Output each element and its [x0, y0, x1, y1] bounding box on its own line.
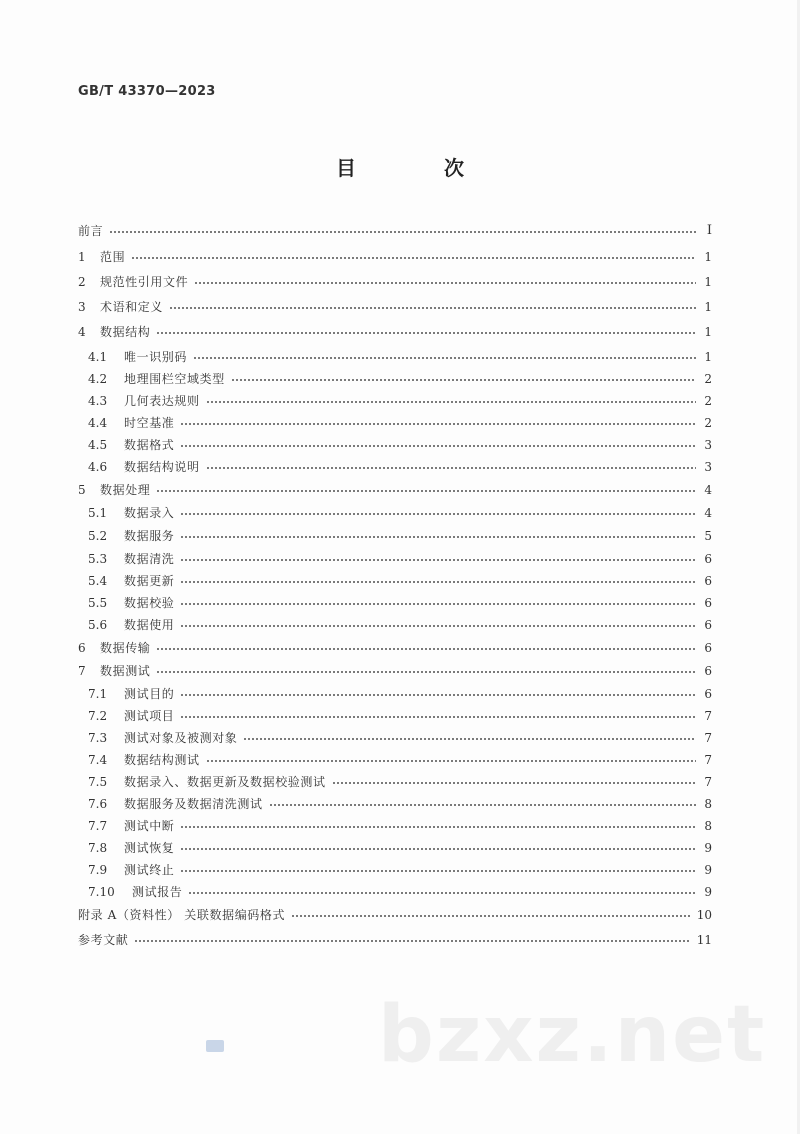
toc-entry[interactable] — [78, 344, 712, 364]
toc-entry-page: 5 — [704, 529, 712, 543]
toc-entry-page: I — [706, 223, 712, 238]
dot-leader — [180, 847, 696, 851]
toc-entry-page: 6 — [704, 574, 712, 588]
toc-entry[interactable] — [78, 681, 712, 701]
toc-entry-label: 数据结构说明 — [124, 460, 200, 474]
toc-entry-label: 数据服务 — [124, 529, 175, 543]
dot-leader — [156, 489, 696, 493]
toc-entry-label: 数据校验 — [124, 596, 175, 610]
dot-leader — [291, 914, 691, 918]
dot-leader — [231, 378, 696, 382]
toc-entry-number: 7.5 — [88, 775, 108, 789]
toc-entry-number: 7.10 — [88, 885, 115, 899]
toc-entry-number: 5.4 — [88, 574, 108, 588]
toc-entry[interactable] — [78, 612, 712, 632]
toc-entry[interactable] — [78, 635, 712, 655]
dot-leader — [206, 759, 696, 763]
toc-entry-label: 地理围栏空域类型 — [124, 372, 225, 386]
toc-entry-number: 4.2 — [88, 372, 108, 386]
toc-entry-page: 3 — [704, 438, 712, 452]
toc-entry[interactable] — [78, 813, 712, 833]
toc-entry-page: 10 — [696, 908, 712, 922]
dot-leader — [180, 512, 696, 516]
toc-entry-page: 8 — [704, 819, 712, 833]
toc-entry[interactable] — [78, 879, 712, 899]
toc-entry[interactable] — [78, 432, 712, 452]
dot-leader — [243, 737, 696, 741]
toc-entry-number: 5.2 — [88, 529, 108, 543]
toc-entry-number: 4.6 — [88, 460, 108, 474]
toc-entry-number: 7.7 — [88, 819, 108, 833]
toc-entry-number: 7.2 — [88, 709, 108, 723]
toc-entry-number: 4.4 — [88, 416, 108, 430]
toc-entry[interactable] — [78, 477, 712, 497]
toc-entry-page: 9 — [704, 841, 712, 855]
toc-entry-label: 附录 A（资料性） 关联数据编码格式 — [78, 908, 286, 922]
toc-entry[interactable] — [78, 388, 712, 408]
toc-entry-page: 9 — [704, 885, 712, 899]
toc-entry-page: 4 — [704, 483, 712, 497]
toc-entry-number: 5 — [78, 483, 86, 497]
toc-entry-label: 唯一识别码 — [124, 350, 188, 364]
dot-leader — [109, 230, 696, 234]
toc-entry-label: 范围 — [100, 250, 126, 264]
toc-entry-label: 数据测试 — [100, 664, 151, 678]
toc-entry-label: 测试对象及被测对象 — [124, 731, 238, 745]
toc-entry-label: 规范性引用文件 — [100, 275, 189, 289]
toc-entry-page: 6 — [704, 552, 712, 566]
toc-entry-number: 1 — [78, 250, 86, 264]
dot-leader — [180, 535, 696, 539]
dot-leader — [180, 558, 696, 562]
toc-entry-label: 前言 — [78, 224, 104, 238]
toc-entry[interactable] — [78, 500, 712, 520]
toc-entry-page: 2 — [704, 394, 712, 408]
dot-leader — [206, 400, 696, 404]
dot-leader — [332, 781, 696, 785]
toc-entry-page: 4 — [704, 506, 712, 520]
toc-entry-number: 6 — [78, 641, 86, 655]
toc-entry-page: 3 — [704, 460, 712, 474]
toc-entry-label: 测试恢复 — [124, 841, 175, 855]
toc-entry-label: 数据传输 — [100, 641, 151, 655]
toc-entry[interactable] — [78, 835, 712, 855]
toc-entry[interactable] — [78, 725, 712, 745]
toc-entry-page: 6 — [704, 641, 712, 655]
toc-entry-label: 数据处理 — [100, 483, 151, 497]
toc-entry-number: 4.1 — [88, 350, 108, 364]
toc-entry-page: 7 — [704, 731, 712, 745]
toc-entry-number: 5.6 — [88, 618, 108, 632]
toc-entry-label: 测试报告 — [132, 885, 183, 899]
dot-leader — [193, 356, 696, 360]
dot-leader — [194, 281, 696, 285]
dot-leader — [156, 670, 696, 674]
toc-entry[interactable] — [78, 410, 712, 430]
toc-entry-number: 7.4 — [88, 753, 108, 767]
toc-entry-page: 11 — [696, 933, 712, 947]
toc-entry[interactable] — [78, 927, 712, 947]
toc-entry-number: 5.3 — [88, 552, 108, 566]
toc-entry-number: 5.5 — [88, 596, 108, 610]
dot-leader — [180, 580, 696, 584]
toc-entry-number: 4.3 — [88, 394, 108, 408]
toc-entry-number: 7.6 — [88, 797, 108, 811]
toc-entry-label: 数据使用 — [124, 618, 175, 632]
dot-leader — [156, 331, 696, 335]
toc-entry-page: 8 — [704, 797, 712, 811]
toc-entry-label: 数据录入、数据更新及数据校验测试 — [124, 775, 326, 789]
toc-entry-page: 9 — [704, 863, 712, 877]
toc-entry-label: 数据录入 — [124, 506, 175, 520]
toc-entry-page: 1 — [704, 350, 712, 364]
dot-leader — [180, 624, 696, 628]
toc-entry-page: 6 — [704, 664, 712, 678]
toc-entry-number: 7.8 — [88, 841, 108, 855]
toc-entry-number: 3 — [78, 300, 86, 314]
toc-entry[interactable] — [78, 218, 712, 238]
dot-leader — [269, 803, 696, 807]
toc-entry-page: 1 — [704, 275, 712, 289]
dot-leader — [180, 422, 696, 426]
toc-entry-page: 7 — [704, 709, 712, 723]
dot-leader — [180, 444, 696, 448]
toc-entry-number: 7.9 — [88, 863, 108, 877]
toc-entry[interactable] — [78, 546, 712, 566]
toc-entry-label: 术语和定义 — [100, 300, 164, 314]
toc-entry[interactable] — [78, 658, 712, 678]
toc-entry[interactable] — [78, 319, 712, 339]
toc-entry[interactable] — [78, 523, 712, 543]
toc-entry-label: 数据格式 — [124, 438, 175, 452]
toc-entry[interactable] — [78, 857, 712, 877]
toc-entry-page: 6 — [704, 596, 712, 610]
toc-entry-label: 数据清洗 — [124, 552, 175, 566]
dot-leader — [180, 693, 696, 697]
toc-entry[interactable] — [78, 294, 712, 314]
toc-entry[interactable] — [78, 703, 712, 723]
toc-entry-label: 测试终止 — [124, 863, 175, 877]
dot-leader — [156, 647, 696, 651]
toc-entry-page: 6 — [704, 618, 712, 632]
watermark: bzxz.net — [378, 990, 767, 1080]
toc-entry-page: 2 — [704, 416, 712, 430]
dot-leader — [188, 891, 696, 895]
toc-entry-number: 2 — [78, 275, 86, 289]
toc-entry-number: 7.1 — [88, 687, 108, 701]
dot-leader — [134, 939, 690, 943]
toc-entry-label: 测试项目 — [124, 709, 175, 723]
toc-entry-label: 测试目的 — [124, 687, 175, 701]
toc-entry-number: 4 — [78, 325, 86, 339]
toc-entry-label: 数据更新 — [124, 574, 175, 588]
toc-entry-label: 几何表达规则 — [124, 394, 200, 408]
toc-entry-number: 4.5 — [88, 438, 108, 452]
toc-entry-page: 6 — [704, 687, 712, 701]
dot-leader — [180, 825, 696, 829]
toc-entry-number: 7.3 — [88, 731, 108, 745]
toc-entry-number: 5.1 — [88, 506, 108, 520]
toc-entry-label: 数据结构 — [100, 325, 151, 339]
toc-entry-label: 测试中断 — [124, 819, 175, 833]
toc-entry[interactable] — [78, 269, 712, 289]
dot-leader — [169, 306, 696, 310]
toc-entry-label: 时空基准 — [124, 416, 175, 430]
toc-entry[interactable] — [78, 454, 712, 474]
toc-entry-number: 7 — [78, 664, 86, 678]
standard-code: GB/T 43370—2023 — [78, 84, 216, 99]
dot-leader — [180, 715, 696, 719]
toc-entry-page: 2 — [704, 372, 712, 386]
toc-entry[interactable] — [78, 366, 712, 386]
toc-entry[interactable] — [78, 791, 712, 811]
dot-leader — [206, 466, 696, 470]
publisher-logo-icon — [206, 1040, 224, 1052]
toc-entry-page: 1 — [704, 325, 712, 339]
page-title: 目 次 — [336, 156, 498, 180]
toc-entry-page: 1 — [704, 300, 712, 314]
dot-leader — [180, 602, 696, 606]
toc-entry-page: 7 — [704, 753, 712, 767]
dot-leader — [180, 869, 696, 873]
toc-entry-label: 数据结构测试 — [124, 753, 200, 767]
toc-entry-label: 参考文献 — [78, 933, 129, 947]
toc-entry[interactable] — [78, 769, 712, 789]
toc-entry[interactable] — [78, 568, 712, 588]
toc-entry[interactable] — [78, 747, 712, 767]
toc-entry-page: 7 — [704, 775, 712, 789]
toc-entry-label: 数据服务及数据清洗测试 — [124, 797, 263, 811]
toc-entry-page: 1 — [704, 250, 712, 264]
dot-leader — [131, 256, 696, 260]
toc-entry[interactable] — [78, 902, 712, 922]
toc-entry[interactable] — [78, 244, 712, 264]
toc-entry[interactable] — [78, 590, 712, 610]
